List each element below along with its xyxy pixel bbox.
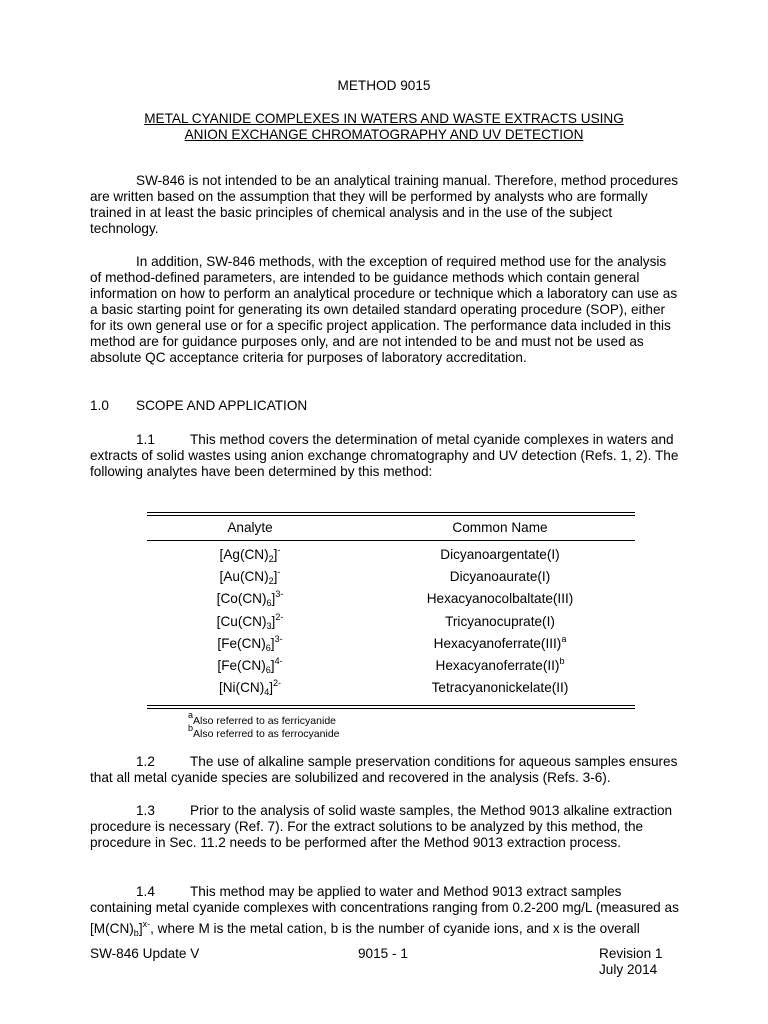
intro-paragraph-1: SW-846 is not intended to be an analytical training manual. Therefore, method procedures are written based on the assumption that they will be performed by analysts who are formally trained in at least the basic principles of chemical analysis and in the use of the subject technology. xyxy=(90,173,679,236)
footnote-b: $^b$Also referred to as ferrocyanide xyxy=(188,723,340,740)
table-cell-common-name: Tetracyanonickelate(II) xyxy=(431,680,569,695)
paragraph-1-1: 1.1 This method covers the determination of metal cyanide complexes in waters and extracts of solid wastes using anion exchange chromatography and UV detection (Refs. 1, 2). The following analytes have been determined by this method: xyxy=(90,432,679,479)
table-header-rule xyxy=(147,540,635,541)
table-cell-common-name: Dicyanoaurate(I) xyxy=(449,569,551,584)
table-cell-analyte: $[Fe(CN)_6]^{4-}$ xyxy=(217,656,283,675)
section-title: SCOPE AND APPLICATION xyxy=(136,398,308,413)
table-cell-analyte: $[Co(CN)_6]^{3-}$ xyxy=(216,589,284,608)
paragraph-1-4: 1.4 This method may be applied to water and Method 9013 extract samples containing metal cyanide complexes with concentrations ranging from 0.2-200 mg/L (measured as $[M(CN)_b]^{x-}$, where M is the metal cation, b is the number of cyanide ions, and x is the overall xyxy=(90,884,679,938)
table-cell-analyte: $[Ni(CN)_4]^{2-}$ xyxy=(218,678,282,697)
subtitle-line-2: ANION EXCHANGE CHROMATOGRAPHY AND UV DETECTION xyxy=(184,127,584,142)
table-bottom-rule xyxy=(147,705,635,706)
footer-revision-line: Revision 1 xyxy=(599,946,663,961)
table-cell-common-name: Hexacyanoferrate(III)$^a$ xyxy=(433,634,567,651)
footer-revision xyxy=(599,946,662,978)
table-cell-analyte: $[Ag(CN)_2]^-$ xyxy=(219,545,281,564)
table-top-rule xyxy=(147,512,635,513)
footnote-a: $^a$Also referred to as ferricyanide xyxy=(188,710,336,727)
section-heading xyxy=(90,398,680,414)
table-cell-common-name: Hexacyanocolbaltate(III) xyxy=(426,591,574,606)
table-cell-common-name: Dicyanoargentate(I) xyxy=(440,547,560,562)
table-cell-analyte: $[Au(CN)_2]^-$ xyxy=(219,567,281,586)
table-header-analyte: Analyte xyxy=(227,520,273,535)
footer-date: July 2014 xyxy=(599,962,658,977)
section-number: 1.0 xyxy=(90,398,109,413)
method-title: METHOD 9015 xyxy=(337,78,431,93)
table-cell-common-name: Hexacyanoferrate(II)$^b$ xyxy=(435,656,565,673)
footer-page-number: 9015 - 1 xyxy=(358,946,408,961)
table-header-common-name: Common Name xyxy=(452,520,548,535)
table-cell-analyte: $[Fe(CN)_6]^{3-}$ xyxy=(217,634,283,653)
paragraph-1-3: 1.3 Prior to the analysis of solid waste samples, the Method 9013 alkaline extraction procedure is necessary (Ref. 7). For the extract solutions to be analyzed by this method, the procedure in Sec. 11.2 needs to be performed after the Method 9013 extraction process. xyxy=(90,803,673,850)
table-cell-common-name: Tricyanocuprate(I) xyxy=(445,614,555,629)
document-subtitle xyxy=(0,111,768,143)
footer-left: SW-846 Update V xyxy=(90,946,200,961)
paragraph-1-2: 1.2 The use of alkaline sample preservation conditions for aqueous samples ensures that all metal cyanide species are solubilized and recovered in the analysis (Refs. 3-6). xyxy=(90,754,678,785)
subtitle-line-1: METAL CYANIDE COMPLEXES IN WATERS AND WASTE EXTRACTS USING xyxy=(144,111,624,126)
intro-paragraph-2: In addition, SW-846 methods, with the exception of required method use for the analysis of method-defined parameters, are intended to be guidance methods which contain general information on how to perform an analytical procedure or technique which a laboratory can use as a basic starting point for generating its own detailed standard operating procedure (SOP), either for its own general use or for a specific project application. The performance data included in this method are for guidance purposes only, and are not intended to be and must not be used as absolute QC acceptance criteria for purposes of laboratory accreditation. xyxy=(90,254,678,365)
table-cell-analyte: $[Cu(CN)_3]^{2-}$ xyxy=(216,612,284,631)
table-top-rule-2 xyxy=(147,515,635,516)
